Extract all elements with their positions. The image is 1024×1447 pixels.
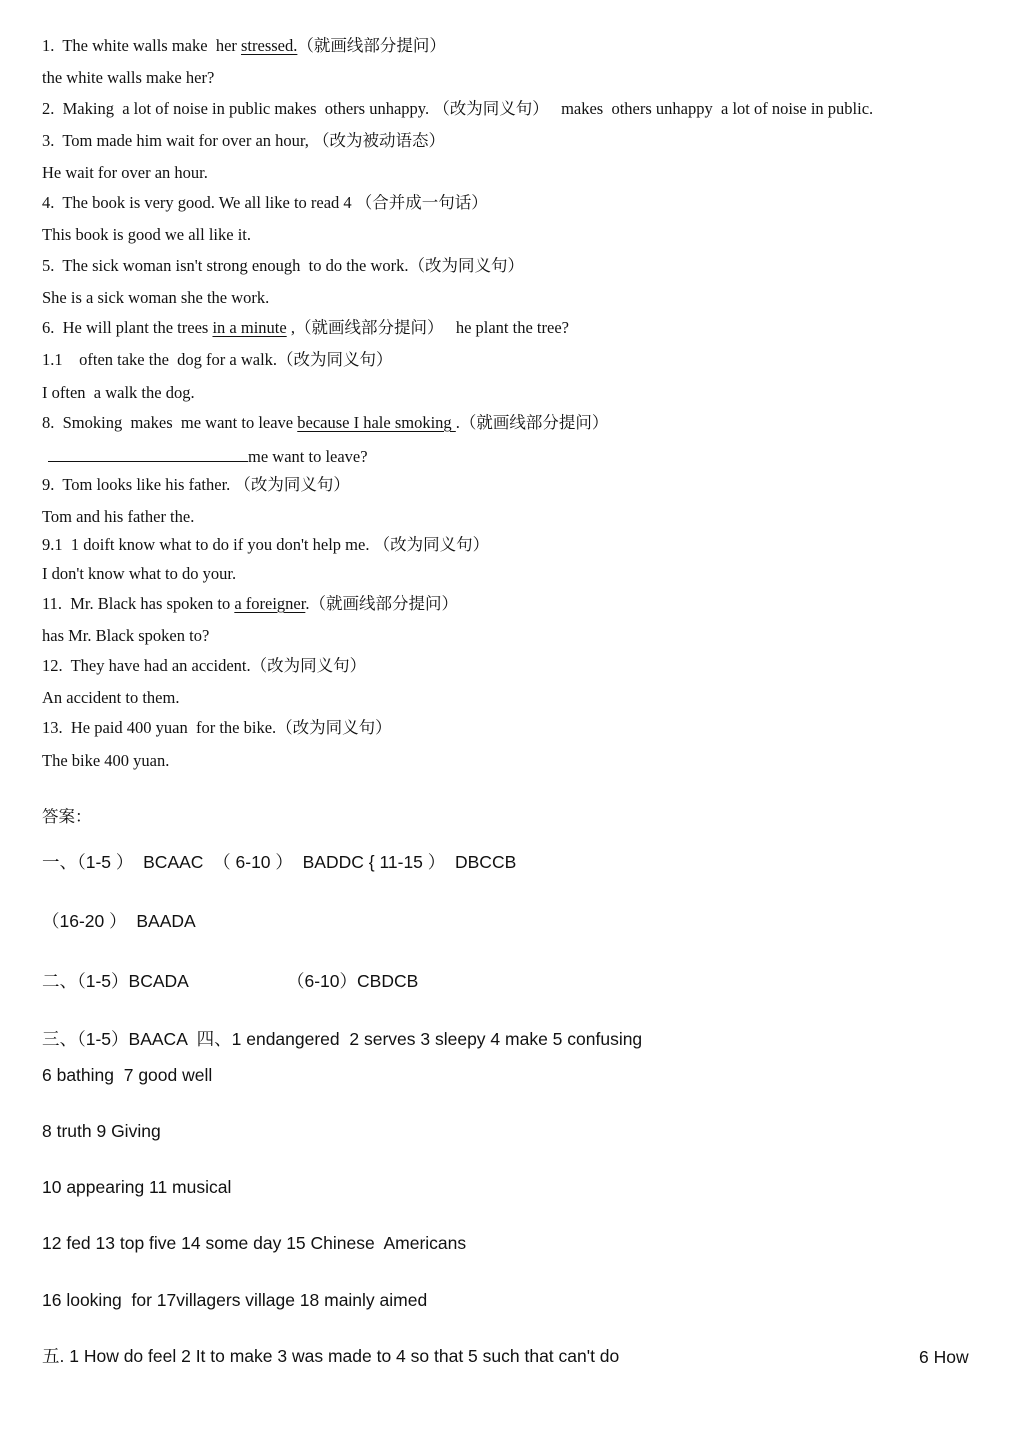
answers-line-7: 10 appearing 11 musical <box>42 1177 232 1197</box>
answers-heading: 答案： <box>42 807 92 826</box>
answers-section-2b: （6-10）CBDCB <box>287 971 419 991</box>
answers-section-1b: （16-20 ） BAADA <box>42 911 196 931</box>
answer-line-3: He wait for over an hour. <box>42 163 208 182</box>
answer-line-8: me want to leave? <box>42 447 368 466</box>
answers-line-8: 12 fed 13 top five 14 some day 15 Chinese Americans <box>42 1233 467 1253</box>
question-1: 1. The white walls make her stressed.（就画线部分提问） <box>42 36 446 55</box>
answer-line-7: I often a walk the dog. <box>42 383 195 402</box>
answers-section-3-4: 三、（1-5）BAACA 四、1 endangered 2 serves 3 sleepy 4 make 5 confusing <box>42 1029 643 1049</box>
answers-section-1: 一、（1-5 ） BCAAC （ 6-10 ） BADDC { 11-15 ） DBCCB <box>42 852 517 872</box>
answers-section-5-end: 6 How <box>919 1347 969 1367</box>
answer-line-11: has Mr. Black spoken to? <box>42 626 210 645</box>
question-5: 5. The sick woman isn't strong enough to do the work.（改为同义句） <box>42 256 525 275</box>
answer-line-10: I don't know what to do your. <box>42 564 237 583</box>
question-8: 8. Smoking makes me want to leave because I hale smoking .（就画线部分提问） <box>42 413 609 432</box>
answer-line-4: This book is good we all like it. <box>42 225 251 244</box>
answer-line-12: An accident to them. <box>42 688 180 707</box>
answer-line-1: the white walls make her? <box>42 68 215 87</box>
question-12: 12. They have had an accident.（改为同义句） <box>42 656 367 675</box>
question-3: 3. Tom made him wait for over an hour, （改为被动语态） <box>42 131 445 150</box>
answers-line-5: 6 bathing 7 good well <box>42 1065 213 1085</box>
answers-line-6: 8 truth 9 Giving <box>42 1121 161 1141</box>
question-13: 13. He paid 400 yuan for the bike.（改为同义句） <box>42 718 392 737</box>
question-2: 2. Making a lot of noise in public makes others unhappy. （改为同义句） makes others unhappy a lot of noise in public. <box>42 99 874 118</box>
question-10: 9.1 1 doift know what to do if you don't help me. （改为同义句） <box>42 535 490 554</box>
answer-line-13: The bike 400 yuan. <box>42 751 170 770</box>
answers-line-9: 16 looking for 17villagers village 18 mainly aimed <box>42 1290 428 1310</box>
answers-section-2a: 二、（1-5）BCADA <box>42 971 189 991</box>
question-4: 4. The book is very good. We all like to read 4 （合并成一句话） <box>42 193 488 212</box>
answers-section-5: 五. 1 How do feel 2 It to make 3 was made to 4 so that 5 such that can't do <box>42 1346 620 1366</box>
question-6: 6. He will plant the trees in a minute ,（就画线部分提问） he plant the tree? <box>42 318 569 337</box>
question-9: 9. Tom looks like his father. （改为同义句） <box>42 475 350 494</box>
question-11: 11. Mr. Black has spoken to a foreigner.（就画线部分提问） <box>42 594 458 613</box>
fill-in-blank <box>48 447 248 462</box>
answer-line-5: She is a sick woman she the work. <box>42 288 270 307</box>
question-7: 1.1 often take the dog for a walk.（改为同义句） <box>42 350 393 369</box>
answer-line-9: Tom and his father the. <box>42 507 195 526</box>
